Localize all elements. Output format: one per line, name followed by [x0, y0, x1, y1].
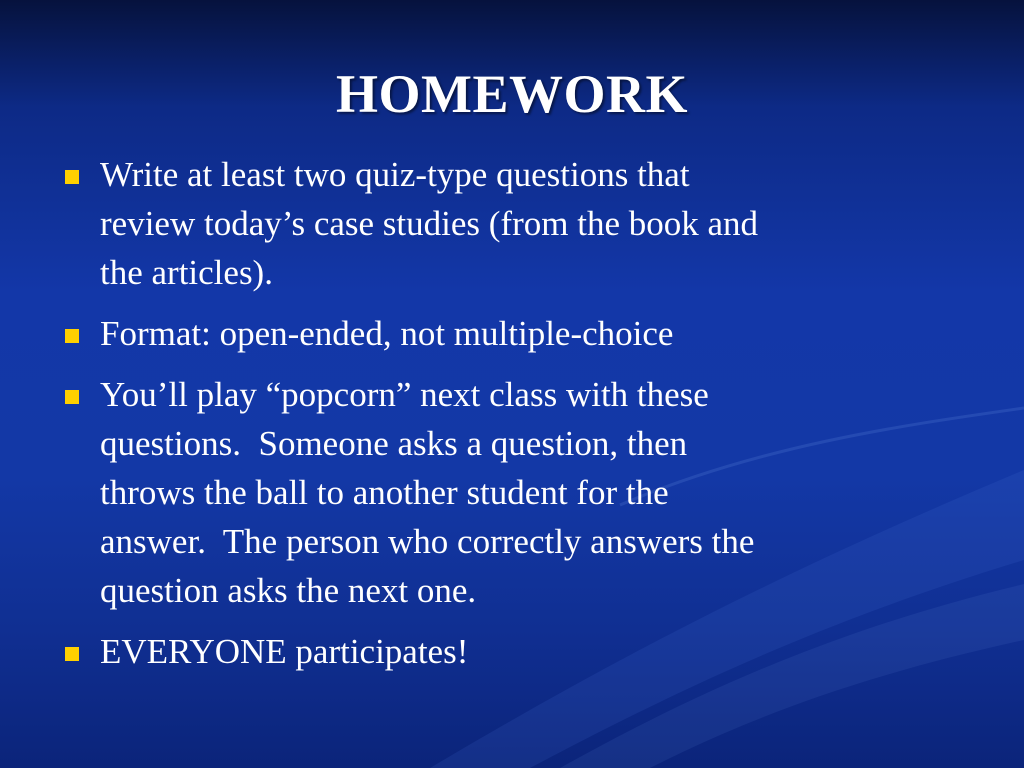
bullet-square-icon — [65, 329, 79, 343]
bullet-item — [62, 627, 962, 676]
bullet-text: EVERYONE participates! — [100, 632, 469, 671]
slide-title: HOMEWORK — [336, 64, 688, 124]
bullet-text: Format: open-ended, not multiple-choice — [100, 314, 674, 353]
bullet-list — [62, 150, 962, 688]
bullet-item — [62, 309, 962, 358]
bullet-item — [62, 370, 962, 615]
bullet-square-icon — [65, 647, 79, 661]
bullet-text: You’ll play “popcorn” next class with these questions. Someone asks a question, then throws the ball to another student for the answer. The person who correctly answers the question asks the next one. — [100, 375, 755, 610]
bullet-square-icon — [65, 170, 79, 184]
bullet-text: Write at least two quiz-type questions that review today’s case studies (from the book and the articles). — [100, 155, 759, 292]
bullet-item — [62, 150, 962, 297]
bullet-square-icon — [65, 390, 79, 404]
